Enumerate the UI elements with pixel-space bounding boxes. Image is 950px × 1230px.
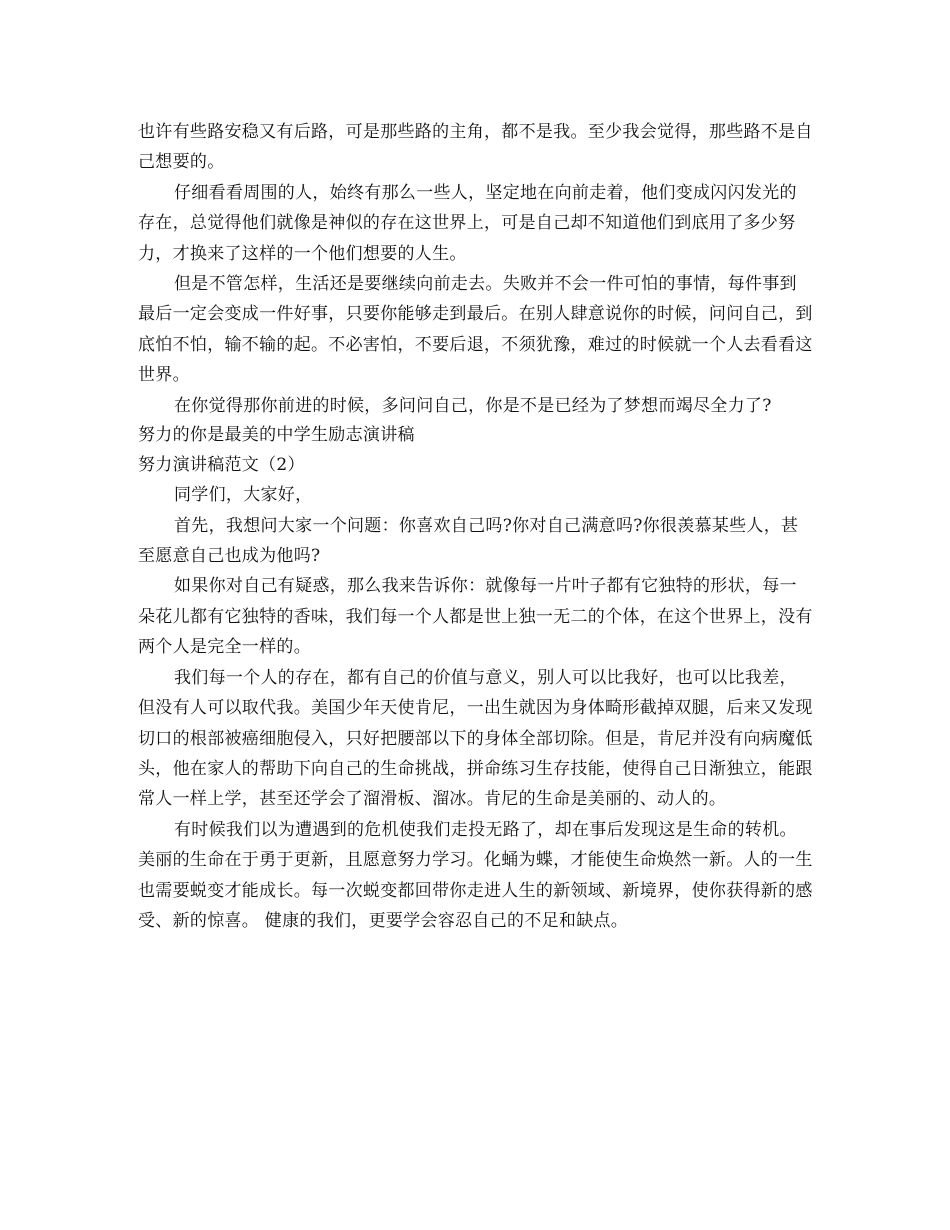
section-title: 努力的你是最美的中学生励志演讲稿: [138, 425, 415, 446]
paragraph-transformation: 有时候我们以为遭遇到的危机使我们走投无路了，却在事后发现这是生命的转机。美丽的生命在于勇于更新，且愿意努力学习。化蛹为蝶，才能使生命焕然一新。人的一生也需要蜕变才能成长。每一次蜕变都回带你走进人生的新领域、新境界，使你获得新的感受、新的惊喜。 健康的我们，更要学会容忍自己的不足和缺点。: [138, 819, 813, 931]
paragraph-1: 也许有些路安稳又有后路，可是那些路的主角，都不是我。至少我会觉得，那些路不是自己想要的。: [138, 122, 813, 173]
paragraph-2: 仔细看看周围的人，始终有那么一些人，坚定地在向前走着，他们变成闪闪发光的存在，总觉得他们就像是神似的存在这世界上，可是自己却不知道他们到底用了多少努力，才换来了这样的一个他们想要的人生。: [138, 182, 797, 264]
paragraph-4: 在你觉得那你前进的时候，多问问自己，你是不是已经为了梦想而竭尽全力了?: [174, 395, 772, 416]
greeting: 同学们，大家好，: [174, 485, 313, 506]
paragraph-3: 但是不管怎样，生活还是要继续向前走去。失败并不会一件可怕的事情，每件事到最后一定会变成一件好事，只要你能够走到最后。在别人肆意说你的时候，问问自己，到底怕不怕，输不输的起。不必害怕，不要后退，不须犹豫，难过的时候就一个人去看看这世界。: [138, 274, 813, 386]
document-body: [138, 117, 814, 936]
paragraph-kenny: 我们每一个人的存在，都有自己的价值与意义，别人可以比我好，也可以比我差，但没有人可以取代我。美国少年天使肯尼，一出生就因为身体畸形截掉双腿，后来又发现切口的根部被癌细胞侵入，只好把腰部以下的身体全部切除。但是，肯尼并没有向病魔低头，他在家人的帮助下向自己的生命挑战，拼命练习生存技能，使得自己日渐独立，能跟常人一样上学，甚至还学会了溜滑板、溜冰。肯尼的生命是美丽的、动人的。: [138, 667, 813, 810]
section-subtitle: 努力演讲稿范文（2）: [138, 454, 305, 475]
paragraph-question: 首先，我想问大家一个问题：你喜欢自己吗?你对自己满意吗?你很羡慕某些人，甚至愿意自己也成为他吗?: [138, 515, 799, 567]
paragraph-uniqueness: 如果你对自己有疑惑，那么我来告诉你：就像每一片叶子都有它独特的形状，每一朵花儿都有它独特的香味，我们每一个人都是世上独一无二的个体，在这个世界上，没有两个人是完全一样的。: [138, 576, 813, 658]
